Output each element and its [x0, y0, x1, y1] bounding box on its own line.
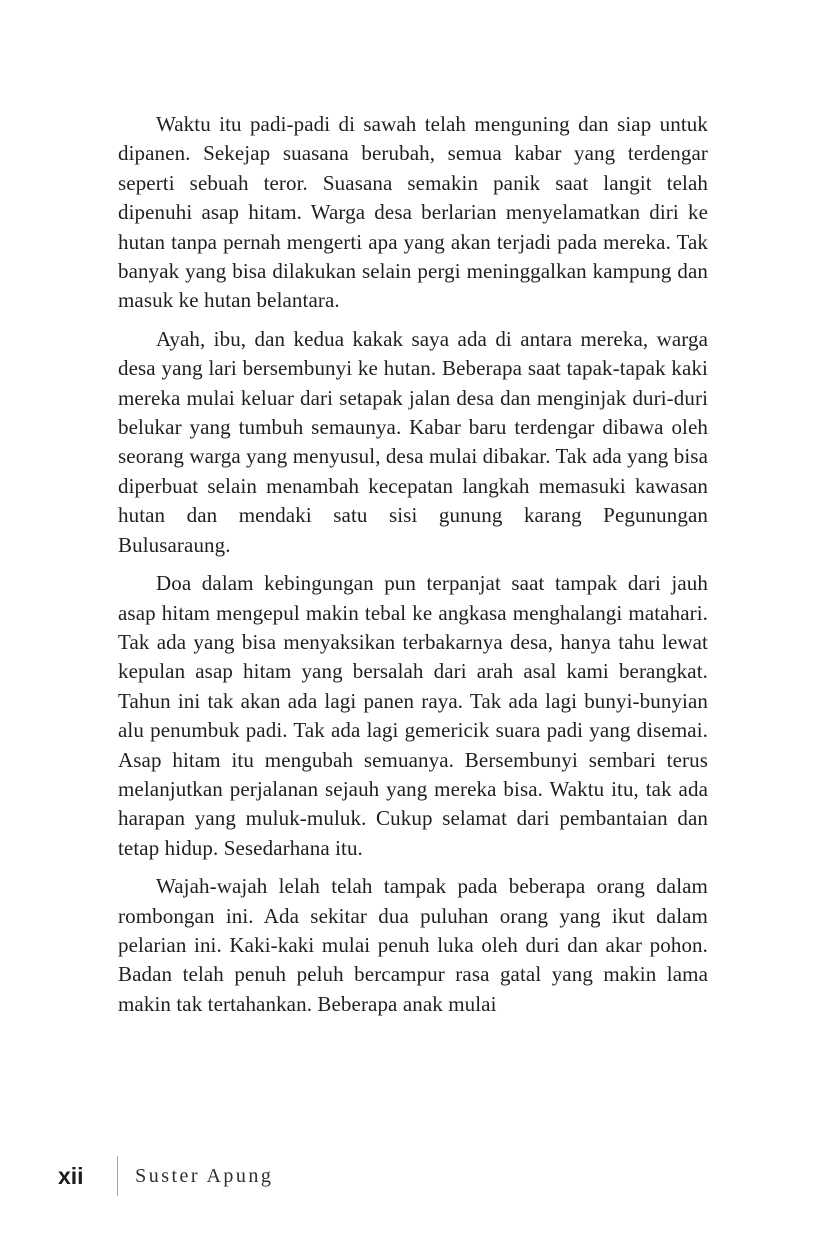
- body-paragraph-3: Doa dalam kebingungan pun terpanjat saat tampak dari jauh asap hitam mengepul makin tebal ke angkasa menghalangi matahari. Tak ada yang bisa menyaksikan terbakarnya desa, hanya tahu lewat kepulan asap hitam yang bersalah dari arah asal kami berangkat. Tahun ini tak akan ada lagi panen raya. Tak ada lagi bunyi-bunyian alu penumbuk padi. Tak ada lagi gemericik suara padi yang disemai. Asap hitam itu mengubah semuanya. Bersembunyi sembari terus melanjutkan perjalanan sejauh yang mereka bisa. Waktu itu, tak ada harapan yang muluk-muluk. Cukup selamat dari pembantaian dan tetap hidup. Sesedarhana itu.: [118, 571, 708, 860]
- body-paragraph-4: Wajah-wajah lelah telah tampak pada beberapa orang dalam rombongan ini. Ada sekitar dua puluhan orang yang ikut dalam pelarian ini. Kaki-kaki mulai penuh luka oleh duri dan akar pohon. Badan telah penuh peluh bercampur rasa gatal yang makin lama makin tak tertahankan. Beberapa anak mulai: [118, 874, 708, 1016]
- page-footer: [58, 1155, 273, 1197]
- footer-separator-line: [117, 1156, 119, 1196]
- running-book-title: Suster Apung: [135, 1164, 274, 1187]
- body-text-block: [118, 110, 708, 1028]
- body-paragraph-2: Ayah, ibu, dan kedua kakak saya ada di antara mereka, warga desa yang lari bersembunyi ke hutan. Beberapa saat tapak-tapak kaki mereka mulai keluar dari setapak jalan desa dan menginjak duri-duri belukar yang tumbuh semaunya. Kabar baru terdengar dibawa oleh seorang warga yang menyusul, desa mulai dibakar. Tak ada yang bisa diperbuat selain menambah kecepatan langkah memasuki kawasan hutan dan mendaki satu sisi gunung karang Pegunungan Bulusaraung.: [118, 326, 708, 557]
- body-paragraph-1: Waktu itu padi-padi di sawah telah menguning dan siap untuk dipanen. Sekejap suasana berubah, semua kabar yang terdengar seperti sebuah teror. Suasana semakin panik saat langit telah dipenuhi asap hitam. Warga desa berlarian menyelamatkan diri ke hutan tanpa pernah mengerti apa yang akan terjadi pada mereka. Tak banyak yang bisa dilakukan selain pergi meninggalkan kampung dan masuk ke hutan belantara.: [118, 112, 708, 313]
- page-number: xii: [58, 1162, 84, 1189]
